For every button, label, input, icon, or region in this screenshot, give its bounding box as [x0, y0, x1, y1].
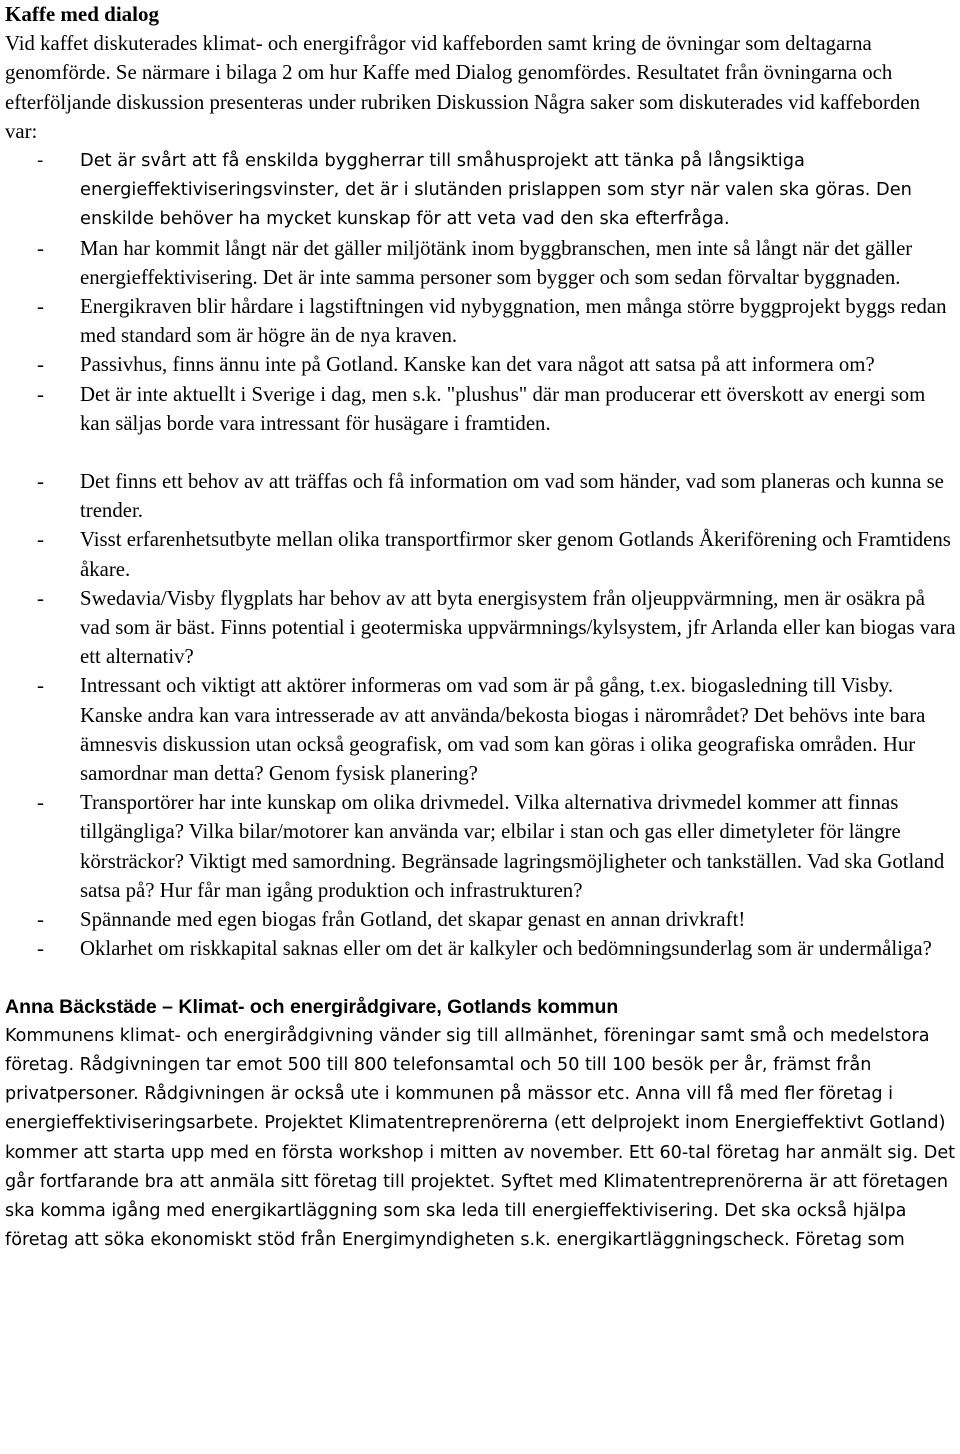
list-item: - Oklarhet om riskkapital saknas eller om det är kalkyler och bedömningsunderlag som är undermåliga? [5, 934, 957, 963]
body-paragraph: Kommunens klimat- och energirådgivning vänder sig till allmänhet, föreningar samt små och medelstora företag. Rådgivningen tar emot 500 till 800 telefonsamtal och 50 till 100 besök per år, främst från privatpersoner. Rådgivningen är också ute i kommunen på mässor etc. Anna vill få med fler företag i energieffektiviseringsarbete. Projektet Klimatentreprenörerna (ett delprojekt inom Energieffektivt Gotland) kommer att starta upp med en första workshop i mitten av november. Ett 60-tal företag har anmält sig. Det går fortfarande bra att anmäla sitt företag till projektet. Syftet med Klimatentreprenörerna är att företagen ska komma igång med energikartläggning som ska leda till energieffektivisering. Det ska också hjälpa företag att söka ekonomiskt stöd från Energimyndigheten s.k. energikartläggningscheck. Företag som [5, 1025, 956, 1251]
discussion-list-b [5, 467, 957, 963]
intro-paragraph: Vid kaffet diskuterades klimat- och energifrågor vid kaffeborden samt kring de övningar som deltagarna genomförde. Se närmare i bilaga 2 om hur Kaffe med Dialog genomfördes. Resultatet från övningarna och efterföljande diskussion presenteras under rubriken Diskussion Några saker som diskuterades vid kaffeborden var: [5, 32, 921, 143]
section-kaffe-med-dialog [5, 0, 957, 964]
list-item: - Visst erfarenhetsutbyte mellan olika transportfirmor sker genom Gotlands Åkeriförening och Framtidens åkare. [5, 525, 957, 583]
section-heading: Anna Bäckstäde – Klimat- och energirådgivare, Gotlands kommun [5, 995, 619, 1018]
list-item: - Swedavia/Visby flygplats har behov av att byta energisystem från oljeuppvärmning, men är osäkra på vad som är bäst. Finns potential i geotermiska uppvärmnings/kylsystem, jfr Arlanda eller kan biogas vara ett alternativ? [5, 584, 957, 672]
list-item: - Intressant och viktigt att aktörer informeras om vad som är på gång, t.ex. biogasledning till Visby. Kanske andra kan vara intresserade av att använda/bekosta biogas i närområdet? Det behövs inte bara ämnesvis diskussion utan också geografisk, om vad som kan göras i olika geografiska områden. Hur samordnar man detta? Genom fysisk planering? [5, 671, 957, 788]
spacer [5, 438, 957, 467]
discussion-list-a [5, 146, 957, 438]
list-item: - Spännande med egen biogas från Gotland, det skapar genast en annan drivkraft! [5, 905, 957, 934]
section-anna-backstade [5, 993, 957, 1256]
list-item: - Energikraven blir hårdare i lagstiftningen vid nybyggnation, men många större byggprojekt byggs redan med standard som är högre än de nya kraven. [5, 292, 957, 350]
list-item: - Transportörer har inte kunskap om olika drivmedel. Vilka alternativa drivmedel kommer att finnas tillgängliga? Vilka bilar/motorer kan använda var; elbilar i stan och gas eller dimetyleter för längre körsträckor? Viktigt med samordning. Begränsade lagringsmöjligheter och tankställen. Vad ska Gotland satsa på? Hur får man igång produktion och infrastrukturen? [5, 788, 957, 905]
list-item: - Man har kommit långt när det gäller miljötänk inom byggbranschen, men inte så långt när det gäller energieffektivisering. Det är inte samma personer som bygger och som sedan förvaltar byggnaden. [5, 234, 957, 292]
list-item: - Det finns ett behov av att träffas och få information om vad som händer, vad som planeras och kunna se trender. [5, 467, 957, 525]
list-item: - Det är svårt att få enskilda byggherrar till småhusprojekt att tänka på långsiktiga energieffektiviseringsvinster, det är i slutänden prislappen som styr när valen ska göras. Den enskilde behöver ha mycket kunskap för att veta vad den ska efterfråga. [5, 146, 957, 234]
list-item: - Det är inte aktuellt i Sverige i dag, men s.k. "plushus" där man producerar ett överskott av energi som kan säljas borde vara intressant för husägare i framtiden. [5, 380, 957, 438]
section-heading: Kaffe med dialog [5, 2, 159, 26]
document-page [5, 0, 957, 1255]
list-item: - Passivhus, finns ännu inte på Gotland. Kanske kan det vara något att satsa på att informera om? [5, 350, 957, 379]
